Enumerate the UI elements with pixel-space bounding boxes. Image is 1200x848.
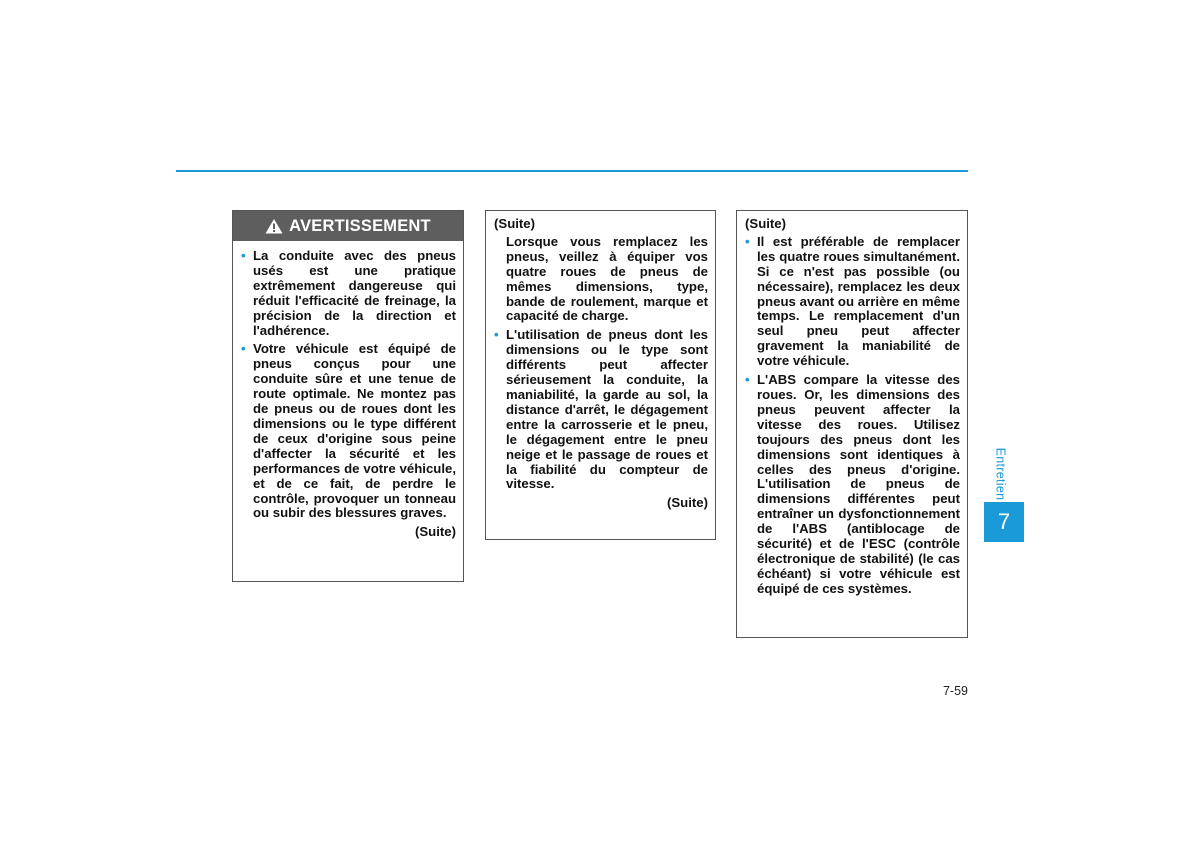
- list-item: • L'utilisation de pneus dont les dimensions ou le type sont différents peut affecter sérieusement la conduite, la maniabilité, la garde au sol, la distance d'arrêt, le dégagement entre la carrosserie et le pneu, le dégagement entre le pneu neige et le passage de roues et la fiabilité du compteur de vitesse.: [494, 328, 708, 492]
- paragraph: Lorsque vous remplacez les pneus, veillez à équiper vos quatre roues de pneus de mêmes dimensions, type, bande de roulement, marque et capacité de charge.: [506, 233, 708, 324]
- list-item: • L'ABS compare la vitesse des roues. Or, les dimensions des pneus peuvent affecter la vitesse des roues. Utilisez toujours des pneus dont les dimensions sont identiques à celles des pneus d'origine. L'utilisation de pneus de dimensions différentes peut entraîner un dysfonctionnement de l'ABS (antiblocage de sécurité) et de l'ESC (contrôle électronique de stabilité) (le cas échéant) si votre véhicule est équipé de ces systèmes.: [745, 373, 960, 597]
- continued-label: (Suite): [666, 495, 708, 511]
- continued-label: (Suite): [414, 524, 456, 540]
- page-number: 7-59: [942, 684, 968, 698]
- warning-item: • Votre véhicule est équipé de pneus conçus pour une conduite sûre et une tenue de route optimale. Ne montez pas de pneus ou de roues dont les dimensions ou le type différent de ceux d'origine sous peine d'affecter la sécurité et les performances de votre véhicule, et de ce fait, de perdre le contrôle, provoquer un tonneau ou subir des blessures graves.: [241, 342, 456, 521]
- chapter-tab: 7: [984, 502, 1024, 542]
- continuation-box-2: [485, 210, 716, 540]
- warning-box: [232, 210, 464, 582]
- list-item: • Il est préférable de remplacer les quatre roues simultanément. Si ce n'est pas possible (ou nécessaire), remplacez les deux pneus avant ou arrière en même temps. Le remplacement d'un seul pneu peut affecter gravement la maniabilité de votre véhicule.: [745, 235, 960, 369]
- section-label: Entretien: [993, 447, 1008, 501]
- warning-title: AVERTISSEMENT: [289, 216, 431, 235]
- continuation-box-3: [736, 210, 968, 638]
- continued-header: (Suite): [494, 216, 536, 231]
- warning-item: • La conduite avec des pneus usés est une pratique extrêmement dangereuse qui réduit l'efficacité de freinage, la précision de la direction et l'adhérence.: [241, 249, 456, 338]
- continued-header: (Suite): [745, 216, 787, 231]
- warning-header: [233, 211, 463, 241]
- warning-triangle-icon: [265, 218, 283, 234]
- header-rule: [176, 170, 968, 172]
